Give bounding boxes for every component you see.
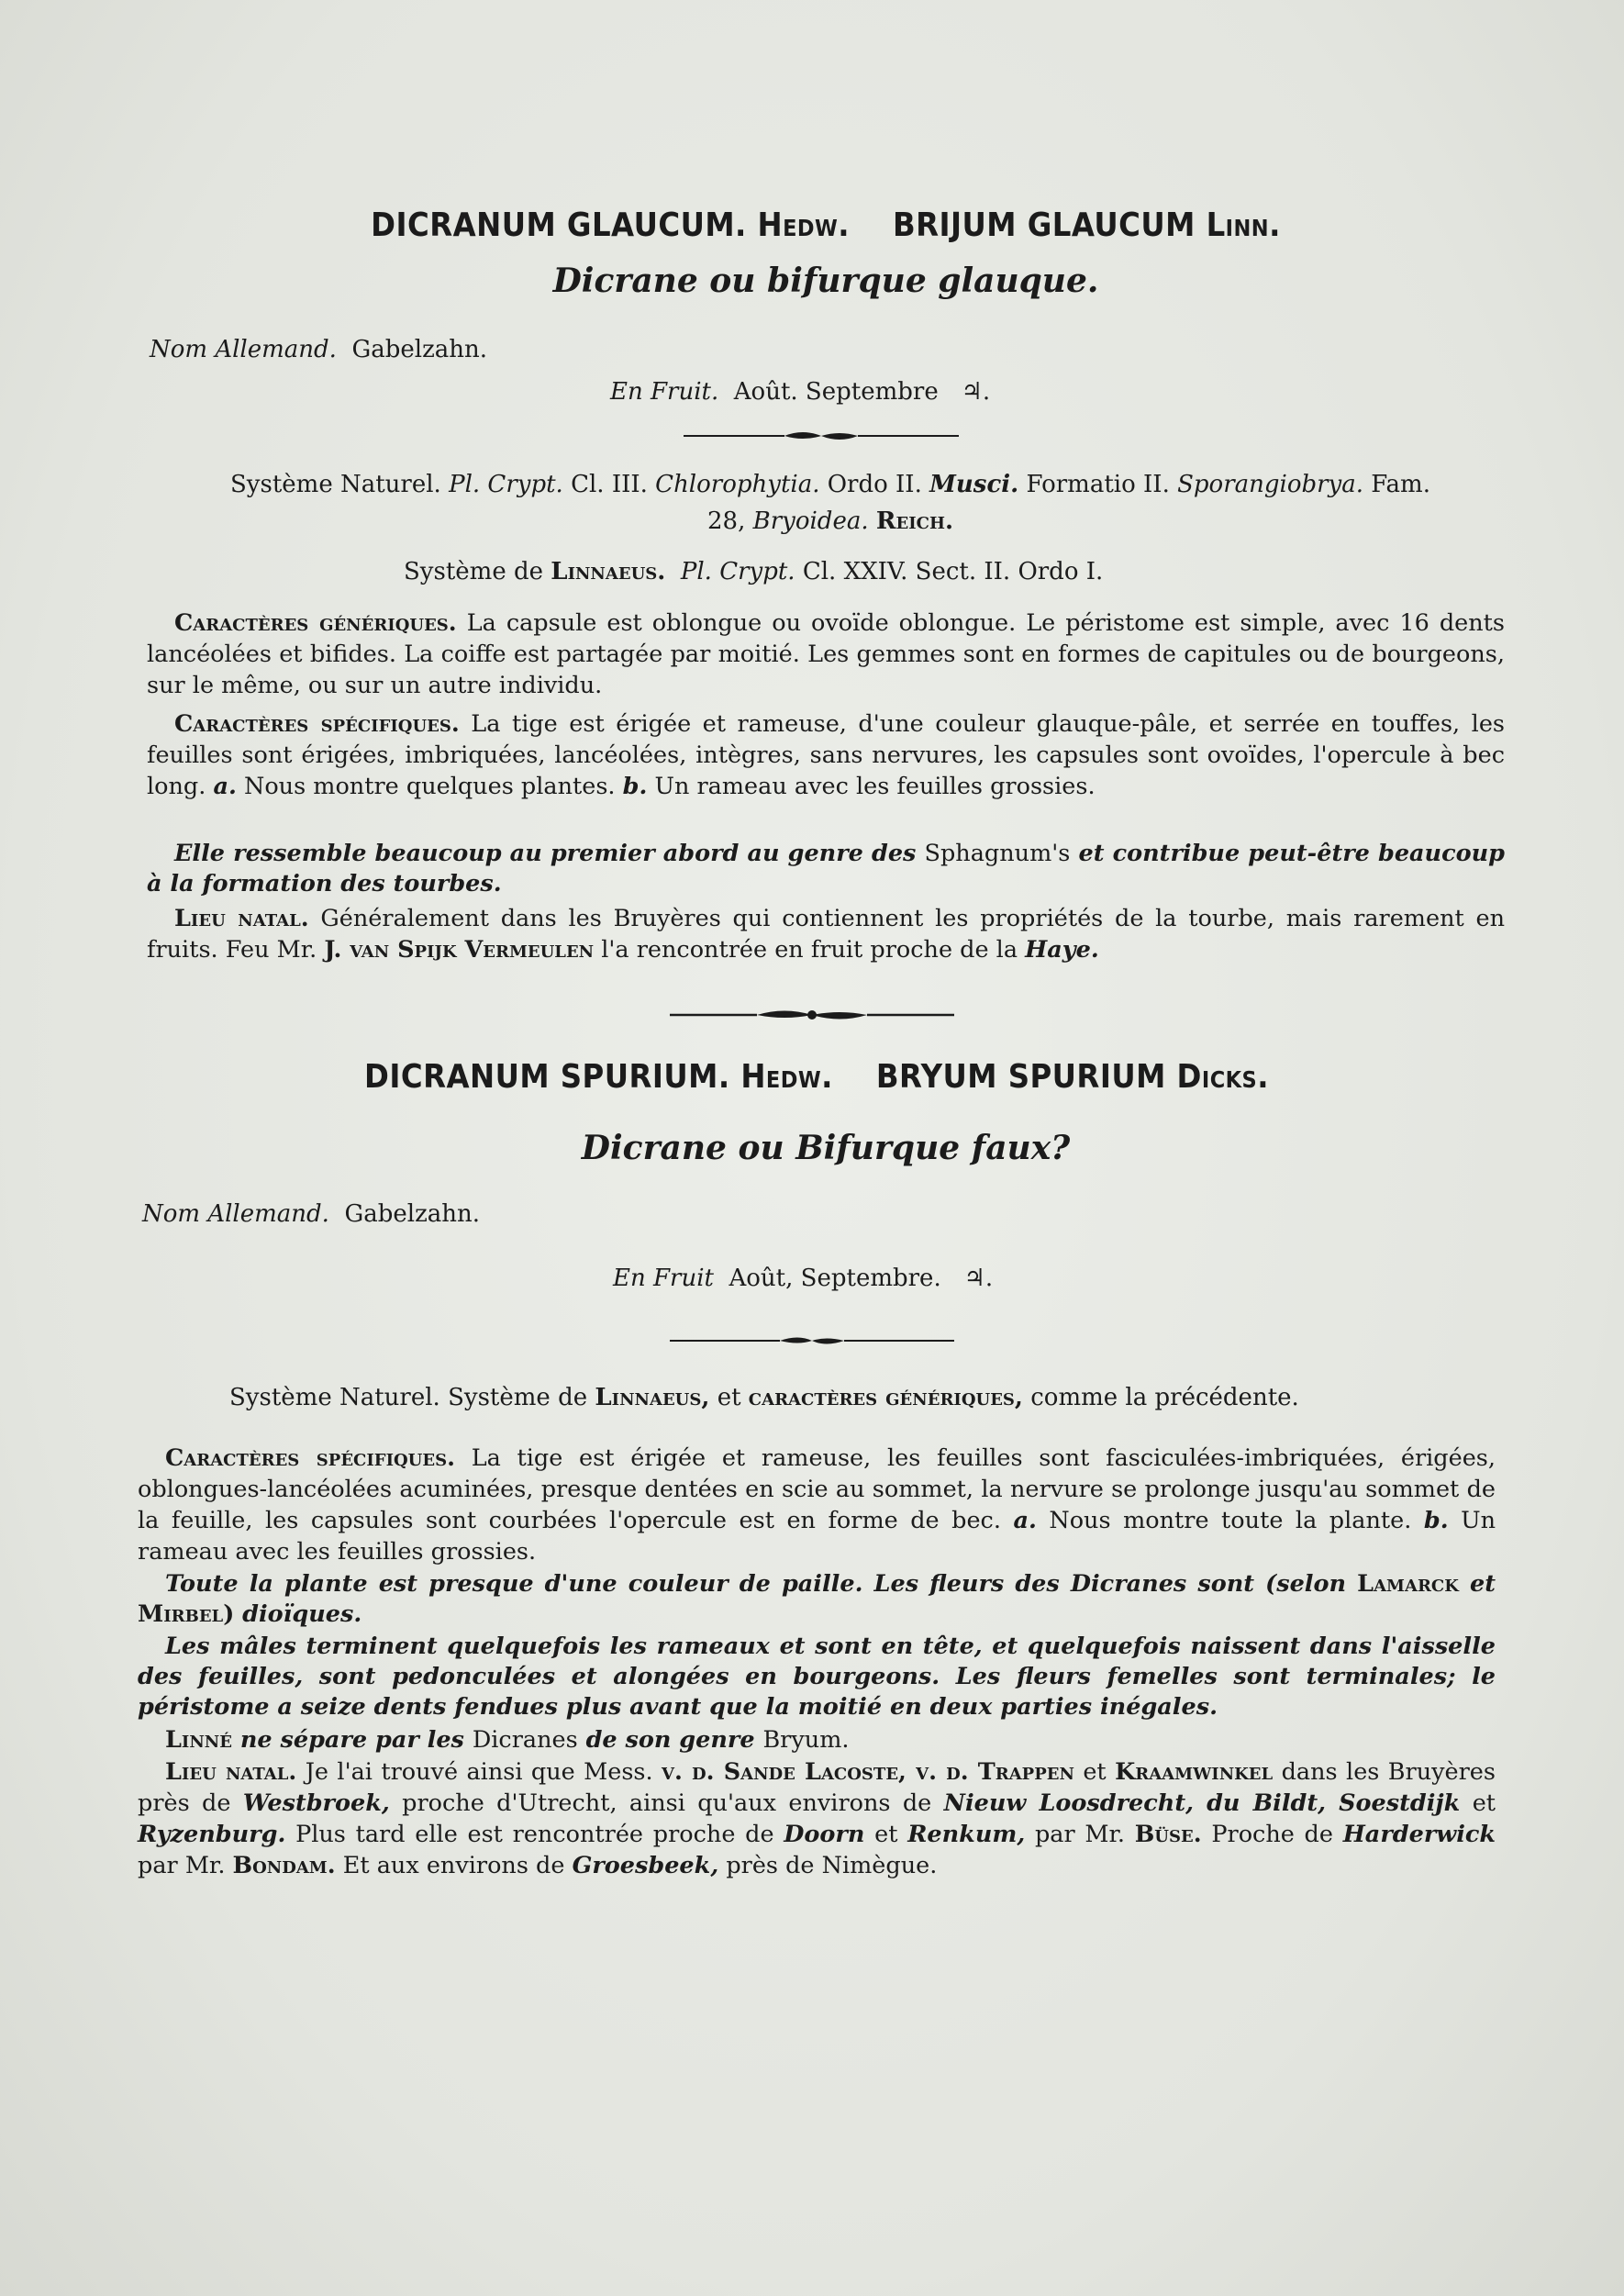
entry2-sys-1: Système Naturel. Système de	[229, 1384, 588, 1411]
entry2-note-a-3: et	[1469, 1570, 1496, 1598]
entry1-gen-text: La capsule est oblongue ou ovoïde oblongue. Le péristome est simple, avec 16 dents lancéolées et bifides. La coiffe est partagée par moitié. Les gemmes sont en formes de capitules ou de bourgeons, sur le même, ou sur un autre individu.	[147, 609, 1505, 699]
entry1-syslin-4: Cl. XXIV. Sect. II. Ordo I.	[802, 558, 1104, 585]
entry2-subtitle: Dicrane ou Bifurque faux?	[581, 1129, 1071, 1167]
entry1-sysnat-5: Ordo II.	[827, 471, 922, 498]
entry2-lieu-n1: v. d. Sande Lacoste, v. d. Trappen	[662, 1758, 1074, 1786]
entry2-lieu-t8: par Mr.	[1034, 1821, 1126, 1848]
entry1-author-a: Hedw.	[757, 206, 851, 244]
entry2-lieu-p6: Harderwick	[1342, 1821, 1496, 1848]
entry1-systeme-naturel	[147, 466, 1514, 540]
entry1-ornament-divider	[684, 427, 959, 445]
entry1-systeme-linnaeus	[404, 558, 1103, 585]
entry1-lieu-text-2: l'a rencontrée en fruit proche de la	[601, 936, 1018, 964]
entry1-sysnat-2: Pl. Crypt.	[449, 471, 563, 498]
entry2-note-a-1: Toute la plante est presque d'une couleur de paille. Les fleurs des Dicranes sont (selon	[165, 1570, 1347, 1598]
entry2-sys-2: Linnaeus,	[595, 1384, 710, 1411]
entry1-fruit-symbol: ♃.	[961, 378, 991, 406]
entry2-note-c	[138, 1725, 1496, 1755]
entry1-specific-characters	[147, 708, 1505, 802]
entry1-sysnat-11: Bryoidea.	[752, 507, 869, 535]
entry1-en-fruit	[610, 378, 990, 406]
entry2-spec-a: a.	[1013, 1507, 1037, 1534]
entry2-spec-text-2: Nous montre toute la plante.	[1049, 1507, 1412, 1534]
entry2-lieu-t1: Je l'ai trouvé ainsi que Mess.	[305, 1758, 653, 1786]
entry2-lieu-label: Lieu natal.	[165, 1758, 297, 1786]
entry1-spec-text-2: Nous montre quelques plantes.	[244, 773, 616, 800]
entry2-note-c-3: Dicranes	[472, 1726, 578, 1754]
entry1-note-2: Sphagnum's	[924, 840, 1071, 867]
entry1-sysnat-12: Reich.	[875, 507, 954, 535]
entry1-lieu-label: Lieu natal.	[174, 905, 309, 932]
entry2-lieu-t7: et	[874, 1821, 898, 1848]
entry2-lieu-t5: et	[1472, 1789, 1496, 1817]
entry2-fruit-label: En Fruit	[613, 1265, 714, 1292]
entry2-note-b	[138, 1632, 1496, 1722]
entry2-note-b-text: Les mâles terminent quelquefois les rameaux et sont en tête, et quelquefois naissent dans l'aisselle des feuilles, sont pedonculées et alongées en bourgeons. Les fleurs femelles sont terminales; le péristome a seize dents fendues plus avant que la moitié en deux parties inégales.	[138, 1633, 1496, 1721]
entry1-lieu-text-1: Généralement dans les Bruyères qui contiennent les propriétés de la tourbe, mais rarement en fruits. Feu Mr.	[147, 905, 1506, 964]
entry2-title-b: BRYUM SPURIUM	[875, 1058, 1166, 1096]
entry2-note-a-5: dioïques.	[242, 1600, 362, 1628]
entry2-note-c-4: de son genre	[585, 1726, 755, 1754]
entry1-sysnat-7: Formatio II.	[1026, 471, 1170, 498]
entry2-lieu-t10: par Mr.	[138, 1852, 226, 1879]
entry2-author-a: Hedw.	[740, 1058, 833, 1096]
entry2-lieu-n4: Bondam.	[232, 1852, 336, 1879]
entry2-lieu-p5: Renkum,	[907, 1821, 1026, 1848]
entry1-spec-text-1: La tige est érigée et rameuse, d'une couleur glauque-pâle, et serrée en touffes, les feuilles sont érigées, imbriquées, lancéolées, intègres, sans nervures, les capsules sont ovoïdes, l'opercule à bec long.	[147, 710, 1506, 800]
entry2-lieu-t3: dans les Bruyères près de	[138, 1758, 1496, 1817]
entry1-subtitle: Dicrane ou bifurque glauque.	[552, 262, 1099, 300]
entry2-note-a	[138, 1569, 1496, 1630]
entry2-lieu-p4: Doorn	[784, 1821, 865, 1848]
entry2-lieu-p7: Groesbeek,	[572, 1852, 719, 1879]
entry1-note-3: et contribue peut-être beaucoup à la formation des tourbes.	[147, 840, 1506, 897]
entry1-sysnat-1: Système Naturel.	[230, 471, 441, 498]
entry2-note-c-2: ne sépare par les	[239, 1726, 464, 1754]
entry2-lieu-t6: Plus tard elle est rencontrée proche de	[295, 1821, 774, 1848]
entry2-lieu-t12: près de Nimègue.	[726, 1852, 938, 1879]
entry1-gen-label: Caractères génériques.	[174, 609, 457, 637]
entry1-nom-allemand	[150, 336, 487, 363]
entry1-lieu-natal	[147, 903, 1505, 965]
entry2-lieu-t4: proche d'Utrecht, ainsi qu'aux environs de	[402, 1789, 932, 1817]
entry2-lieu-t11: Et aux environs de	[342, 1852, 565, 1879]
entry2-title-a: DICRANUM SPURIUM.	[364, 1058, 730, 1096]
entry2-specific-characters	[138, 1443, 1496, 1567]
entry2-nom-label: Nom Allemand.	[142, 1200, 329, 1228]
entry2-heading	[296, 1058, 1337, 1096]
entry2-lieu-p3: Ryzenburg.	[138, 1821, 286, 1848]
entry2-note-a-2: Lamarck	[1357, 1570, 1459, 1598]
entry2-lieu-p1: Westbroek,	[242, 1789, 390, 1817]
entry1-sysnat-6: Musci.	[929, 471, 1019, 498]
entry1-spec-a: a.	[213, 773, 237, 800]
entry2-sys-4: caractères génériques,	[748, 1384, 1023, 1411]
entry2-author-b: Dicks.	[1176, 1058, 1269, 1096]
entry2-fruit-symbol: ♃.	[963, 1265, 994, 1292]
entry2-lieu-n3: Büse.	[1134, 1821, 1202, 1848]
entry2-ornament-divider	[670, 1332, 954, 1349]
entry2-lieu-n2: Kraamwinkel	[1115, 1758, 1274, 1786]
entry1-sysnat-3: Cl. III.	[571, 471, 648, 498]
entry1-fruit-value: Août. Septembre	[733, 378, 939, 406]
entry1-nom-value: Gabelzahn.	[351, 336, 488, 363]
entry2-spec-text-3: Un rameau avec les feuilles grossies.	[138, 1507, 1496, 1566]
entry1-nom-label: Nom Allemand.	[150, 336, 337, 363]
entry2-nom-allemand	[142, 1200, 480, 1228]
entry1-spec-text-3: Un rameau avec les feuilles grossies.	[654, 773, 1096, 800]
entry1-fruit-label: En Fruit.	[610, 378, 719, 406]
entry1-title-a: DICRANUM GLAUCUM.	[371, 206, 747, 244]
entry1-sysnat-4: Chlorophytia.	[655, 471, 820, 498]
entry1-heading	[330, 206, 1321, 244]
entry1-author-b: Linn.	[1206, 206, 1281, 244]
entry1-note	[147, 839, 1505, 899]
section-divider	[670, 1005, 954, 1025]
entry2-note-c-5: Bryum.	[762, 1726, 850, 1754]
entry2-sys-5: comme la précédente.	[1030, 1384, 1299, 1411]
entry1-generic-characters	[147, 607, 1505, 701]
entry1-syslin-3: Pl. Crypt.	[680, 558, 795, 585]
entry1-spec-b: b.	[622, 773, 648, 800]
entry1-syslin-2: Linnaeus.	[551, 558, 666, 585]
entry2-spec-label: Caractères spécifiques.	[165, 1444, 455, 1472]
entry2-systeme	[229, 1384, 1299, 1411]
entry2-note-c-1: Linné	[165, 1726, 232, 1754]
entry2-lieu-t9: Proche de	[1211, 1821, 1333, 1848]
entry2-note-a-4: Mirbel)	[138, 1600, 235, 1628]
entry1-note-1: Elle ressemble beaucoup au premier abord au genre des	[174, 840, 917, 867]
entry2-sys-3: et	[717, 1384, 741, 1411]
entry2-lieu-natal	[138, 1756, 1496, 1881]
entry2-en-fruit	[613, 1265, 993, 1292]
entry1-sysnat-10: 28,	[706, 507, 746, 535]
entry2-spec-b: b.	[1423, 1507, 1449, 1534]
entry1-lieu-place: Haye.	[1025, 936, 1099, 964]
entry1-title-b: BRIJUM GLAUCUM	[892, 206, 1196, 244]
entry1-spec-label: Caractères spécifiques.	[174, 710, 460, 738]
entry2-lieu-t2: et	[1083, 1758, 1107, 1786]
entry1-lieu-name: J. van Spijk Vermeulen	[324, 936, 595, 964]
entry2-nom-value: Gabelzahn.	[344, 1200, 481, 1228]
entry1-sysnat-9: Fam.	[1371, 471, 1430, 498]
entry2-fruit-value: Août, Septembre.	[729, 1265, 941, 1292]
entry1-sysnat-8: Sporangiobrya.	[1177, 471, 1364, 498]
entry1-syslin-1: Système de	[404, 558, 544, 585]
entry2-spec-text-1: La tige est érigée et rameuse, les feuilles sont fasciculées-imbriquées, érigées, oblongues-lancéolées acuminées, presque dentées en scie au sommet, la nervure se prolonge jusqu'au sommet de la feuille, les capsules sont courbées l'opercule est en forme de bec.	[138, 1444, 1496, 1534]
entry2-lieu-p2: Nieuw Loosdrecht, du Bildt, Soestdijk	[943, 1789, 1461, 1817]
